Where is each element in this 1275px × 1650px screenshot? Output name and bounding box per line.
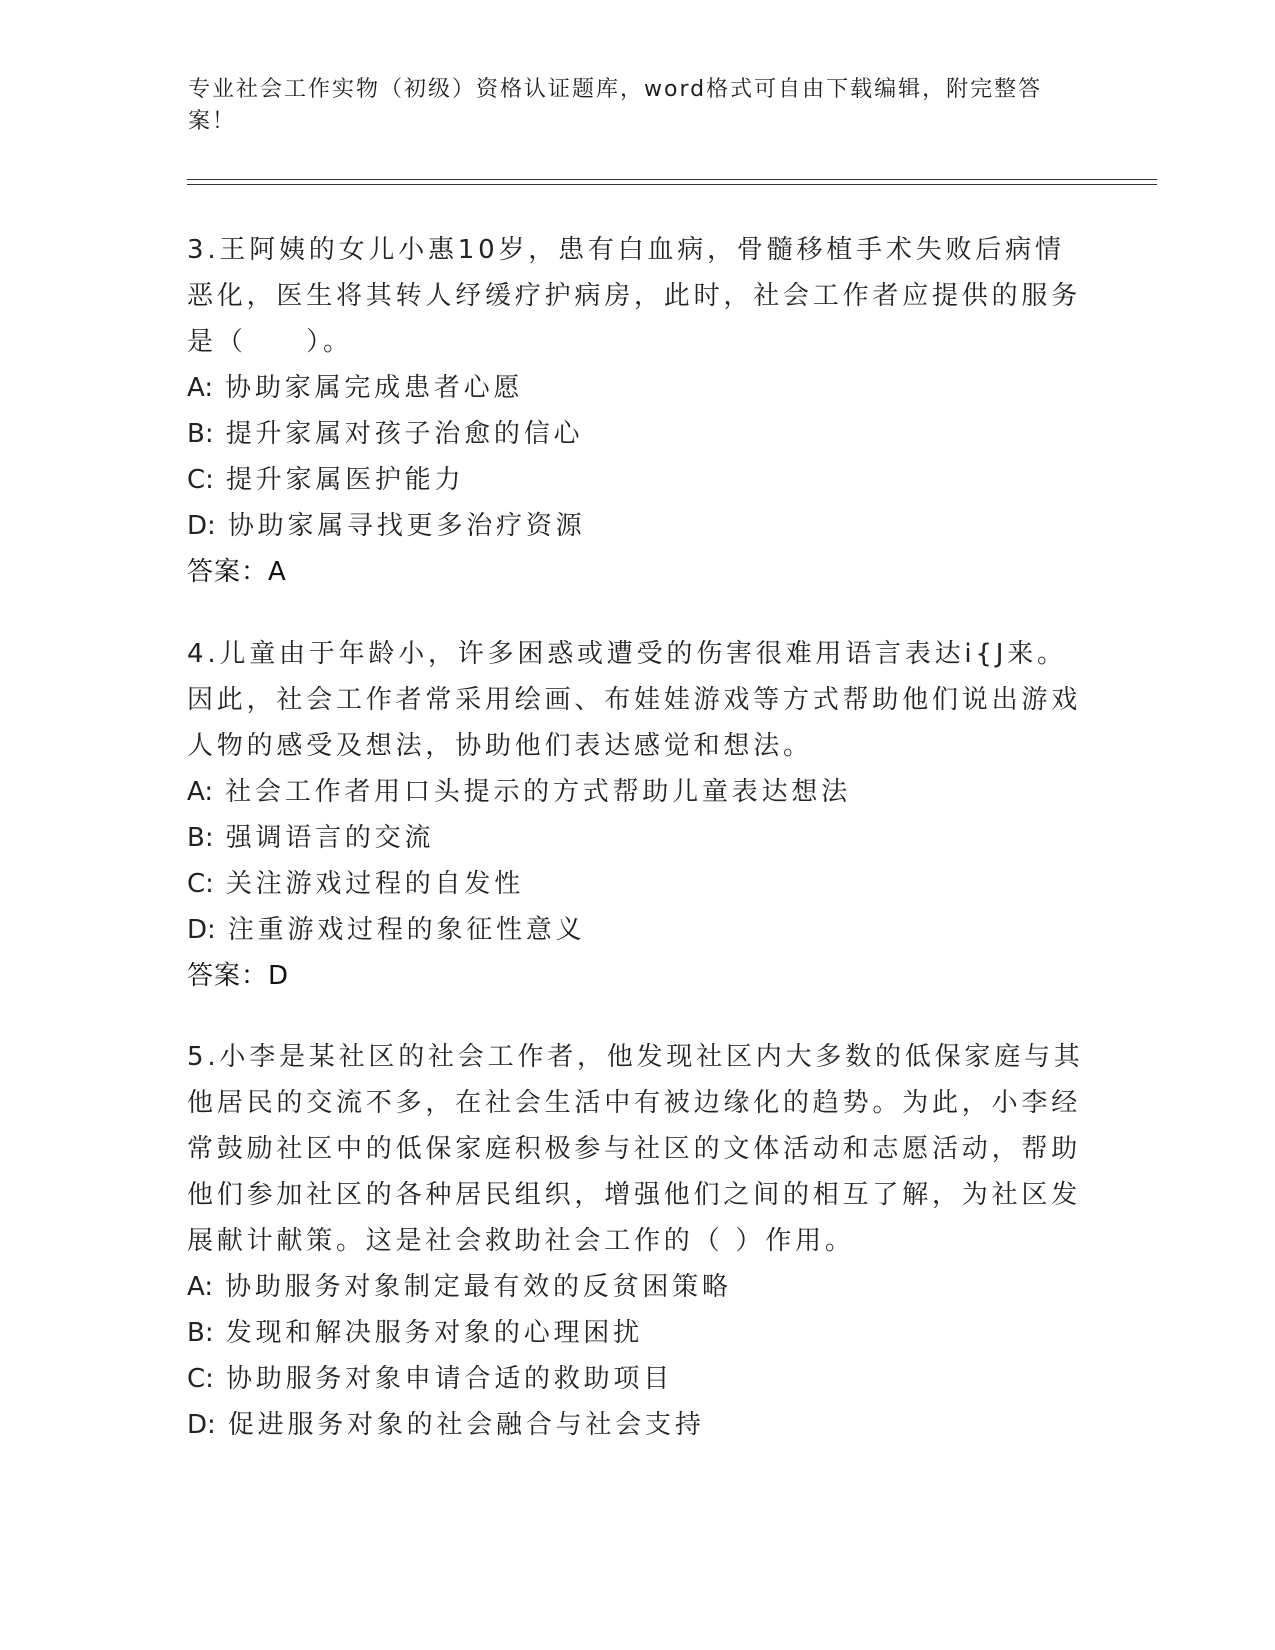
option-text: 协助家属完成患者心愿 (225, 373, 524, 403)
option-letter: C: (187, 869, 214, 899)
question-5-option-a (187, 1264, 1087, 1310)
option-text: 注重游戏过程的象征性意义 (227, 915, 586, 945)
option-letter: B: (187, 823, 214, 853)
question-4-option-a (187, 769, 1087, 815)
option-text: 发现和解决服务对象的心理困扰 (225, 1318, 643, 1348)
option-text: 提升家属对孩子治愈的信心 (225, 419, 584, 449)
question-4-option-d (187, 907, 1087, 953)
question-5-option-d (187, 1402, 1087, 1448)
option-text: 提升家属医护能力 (226, 465, 465, 495)
option-letter: C: (187, 1364, 214, 1394)
option-text: 协助服务对象制定最有效的反贫困策略 (225, 1272, 732, 1302)
question-3-option-c (187, 457, 1087, 503)
option-text: 关注游戏过程的自发性 (226, 869, 525, 899)
question-3-answer: 答案：A (187, 557, 287, 587)
question-4-answer: 答案：D (187, 961, 290, 991)
question-3-option-d (187, 503, 1087, 549)
option-letter: C: (187, 465, 214, 495)
option-letter: A: (187, 777, 214, 807)
question-3 (187, 227, 1087, 595)
question-5-option-b (187, 1310, 1087, 1356)
document-header-text: 专业社会工作实物（初级）资格认证题库，word格式可自由下载编辑，附完整答案！ (188, 77, 1043, 134)
header-rule-bottom (187, 184, 1157, 185)
question-3-option-b (187, 411, 1087, 457)
question-3-stem: 3.王阿姨的女儿小惠10岁，患有白血病，骨髓移植手术失败后病情恶化，医生将其转人纾缓疗护病房，此时，社会工作者应提供的服务是（ ）。 (187, 235, 1082, 357)
header-rule-top (187, 179, 1157, 180)
option-text: 强调语言的交流 (225, 823, 435, 853)
question-5-stem: 5.小李是某社区的社会工作者，他发现社区内大多数的低保家庭与其他居民的交流不多，在社会生活中有被边缘化的趋势。为此，小李经常鼓励社区中的低保家庭积极参与社区的文体活动和志愿活动，帮助他们参加社区的各种居民组织，增强他们之间的相互了解，为社区发展献计献策。这是社会救助社会工作的（ ）作用。 (187, 1042, 1084, 1256)
option-letter: D: (187, 915, 216, 945)
option-letter: D: (187, 511, 216, 541)
question-4-stem: 4.儿童由于年龄小，许多困惑或遭受的伤害很难用语言表达i{J来。因此，社会工作者常采用绘画、布娃娃游戏等方式帮助他们说出游戏人物的感受及想法，协助他们表达感觉和想法。 (187, 639, 1082, 761)
question-5-option-c (187, 1356, 1087, 1402)
option-text: 协助服务对象申请合适的救助项目 (226, 1364, 674, 1394)
question-5 (187, 1034, 1087, 1448)
question-4-option-c (187, 861, 1087, 907)
option-text: 协助家属寻找更多治疗资源 (227, 511, 586, 541)
question-4 (187, 631, 1087, 999)
option-text: 社会工作者用口头提示的方式帮助儿童表达想法 (225, 777, 851, 807)
question-4-option-b (187, 815, 1087, 861)
option-letter: B: (187, 419, 214, 449)
option-text: 促进服务对象的社会融合与社会支持 (227, 1410, 705, 1440)
question-3-option-a (187, 365, 1087, 411)
option-letter: B: (187, 1318, 214, 1348)
option-letter: D: (187, 1410, 216, 1440)
option-letter: A: (187, 1272, 214, 1302)
option-letter: A: (187, 373, 214, 403)
